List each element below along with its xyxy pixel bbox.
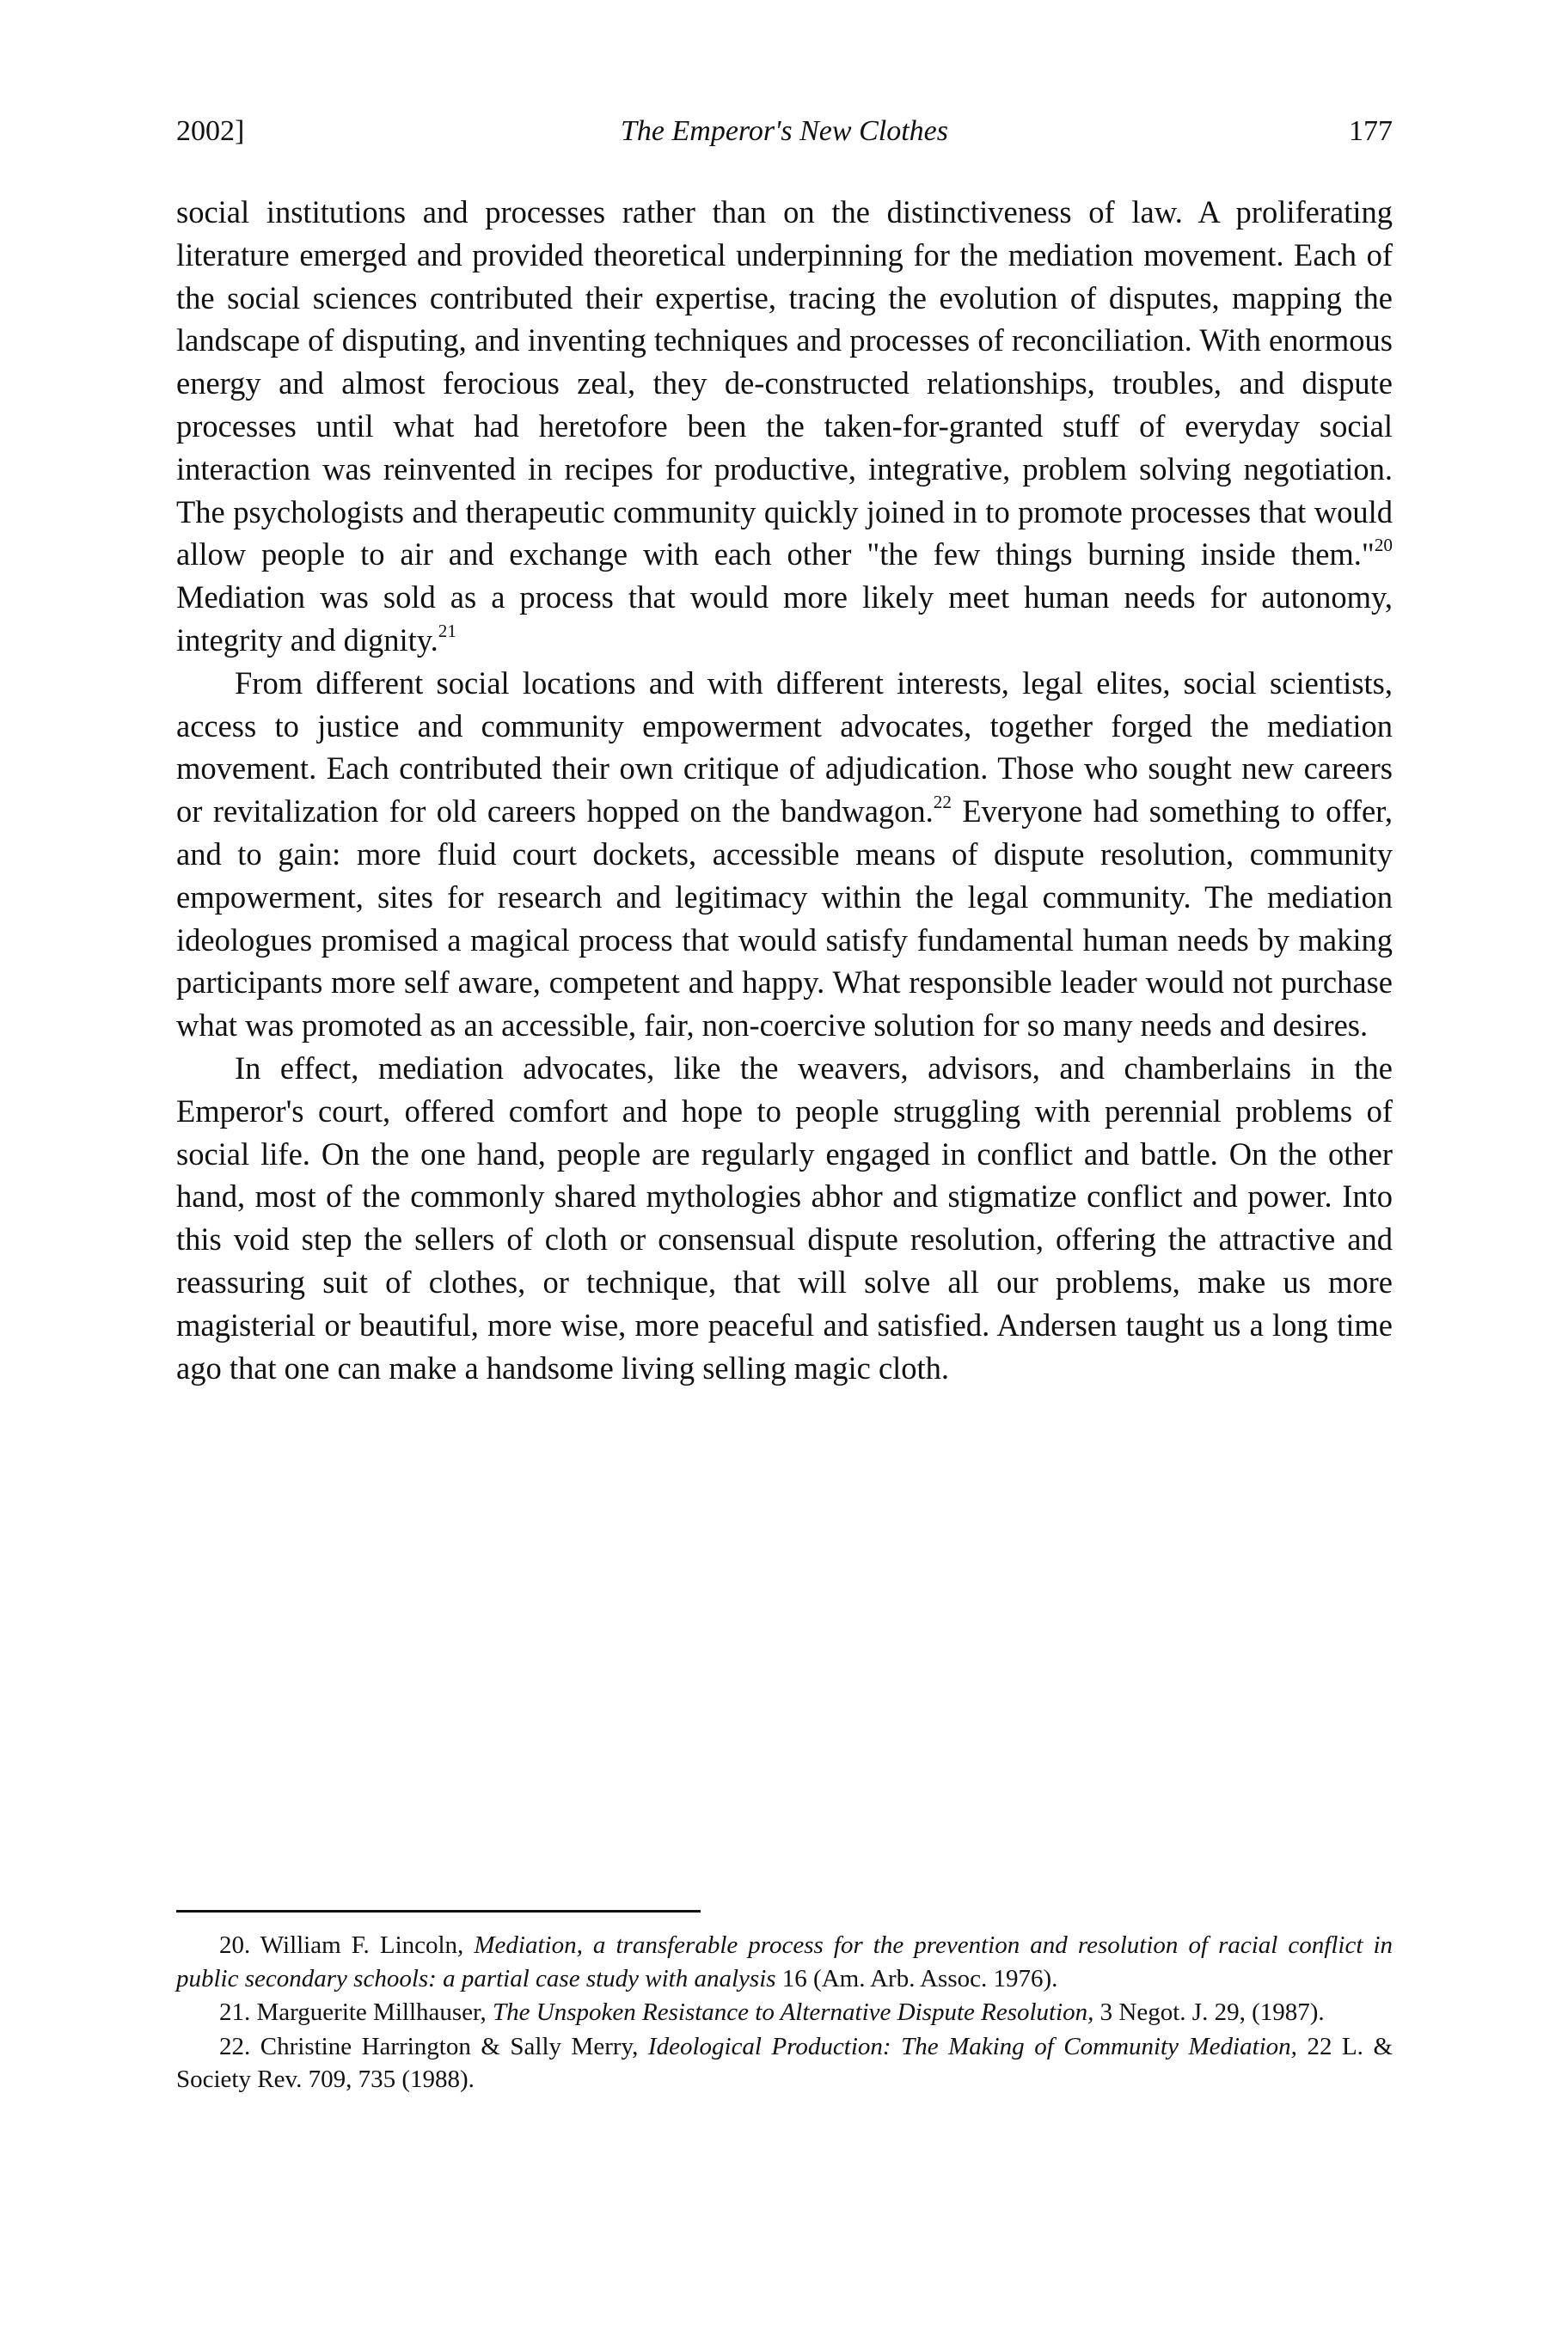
- footnote-citation: 3 Negot. J. 29, (1987).: [1099, 1998, 1325, 2026]
- paragraph-3: In effect, mediation advocates, like the weavers, advisors, and chamberlains in the Emperor's court, offered comfort and hope to people struggling with perennial problems of social life. On the one hand, people are regularly engaged in conflict and battle. On the other hand, most of the commonly shared mythologies abhor and stigmatize conflict and power. Into this void step the sellers of cloth or consensual dispute resolution, offering the attractive and reassuring suit of clothes, or technique, that will solve all our problems, make us more magisterial or beautiful, more wise, more peaceful and satisfied. Andersen taught us a long time ago that one can make a handsome living selling magic cloth.: [176, 1050, 1393, 1386]
- footnote-number: 21.: [219, 1998, 251, 2026]
- running-head-year: 2002]: [176, 115, 245, 147]
- paragraph-1-text-b: Mediation was sold as a process that would more likely meet human needs for autonomy, integrity and dignity.: [176, 579, 1393, 658]
- footnote-citation: 22 L. & Society Rev. 709, 735 (1988).: [176, 2032, 1393, 2093]
- footnotes: [176, 1929, 1393, 2097]
- footnote-author: Marguerite Millhauser,: [256, 1998, 487, 2026]
- paragraph-2-text-b: Everyone had something to offer, and to gain: more fluid court dockets, accessible means of dispute resolution, community empowerment, sites for research and legitimacy within the legal community. The mediation ideologues promised a magical process that would satisfy fundamental human needs by making participants more self aware, competent and happy. What responsible leader would not purchase what was promoted as an accessible, fair, non-coercive solution for so many needs and desires.: [176, 793, 1393, 1044]
- running-head-title: The Emperor's New Clothes: [621, 115, 948, 147]
- footnote-divider: [176, 1910, 701, 1913]
- footnote-title: The Unspoken Resistance to Alternative Dispute Resolution,: [493, 1998, 1094, 2026]
- footnote-21: [176, 1996, 1393, 2029]
- page-number: 177: [1349, 115, 1393, 147]
- paragraph-1-text-a: social institutions and processes rather than on the distinctiveness of law. A proliferating literature emerged and provided theoretical underpinning for the mediation movement. Each of the social sciences contributed their expertise, tracing the evolution of disputes, mapping the landscape of disputing, and inventing techniques and processes of reconciliation. With enormous energy and almost ferocious zeal, they de-constructed relationships, troubles, and dispute processes until what had heretofore been the taken-for-granted stuff of everyday social interaction was reinvented in recipes for productive, integrative, problem solving negotiation. The psychologists and therapeutic community quickly joined in to promote processes that would allow people to air and exchange with each other "the few things burning inside them.": [176, 194, 1393, 572]
- footnote-title: Mediation, a transferable process for the prevention and resolution of racial conflict in public secondary schools: a partial case study with analysis: [176, 1931, 1393, 1992]
- footnote-number: 20.: [219, 1931, 251, 1959]
- footnote-number: 22.: [219, 2032, 251, 2060]
- footnote-ref-22[interactable]: 22: [933, 792, 952, 813]
- footnote-20: [176, 1929, 1393, 1995]
- footnote-citation: 16 (Am. Arb. Assoc. 1976).: [781, 1964, 1058, 1992]
- footnote-author: William F. Lincoln,: [260, 1931, 464, 1959]
- running-head: [176, 110, 1393, 153]
- paragraph-1: [176, 191, 1393, 662]
- paragraph-2-text-a: From different social locations and with different interests, legal elites, social scientists, access to justice and community empowerment advocates, together forged the mediation movement. Each contributed their own critique of adjudication. Those who sought new careers or revitalization for old careers hopped on the bandwagon.: [176, 664, 1393, 829]
- footnote-title: Ideological Production: The Making of Community Mediation,: [647, 2032, 1297, 2060]
- footnote-ref-20[interactable]: 20: [1374, 535, 1393, 556]
- paragraph-2: [176, 662, 1393, 1047]
- body-text: [176, 191, 1393, 1389]
- footnote-author: Christine Harrington & Sally Merry,: [260, 2032, 639, 2060]
- footnote-22: [176, 2030, 1393, 2096]
- footnote-ref-21[interactable]: 21: [438, 621, 456, 642]
